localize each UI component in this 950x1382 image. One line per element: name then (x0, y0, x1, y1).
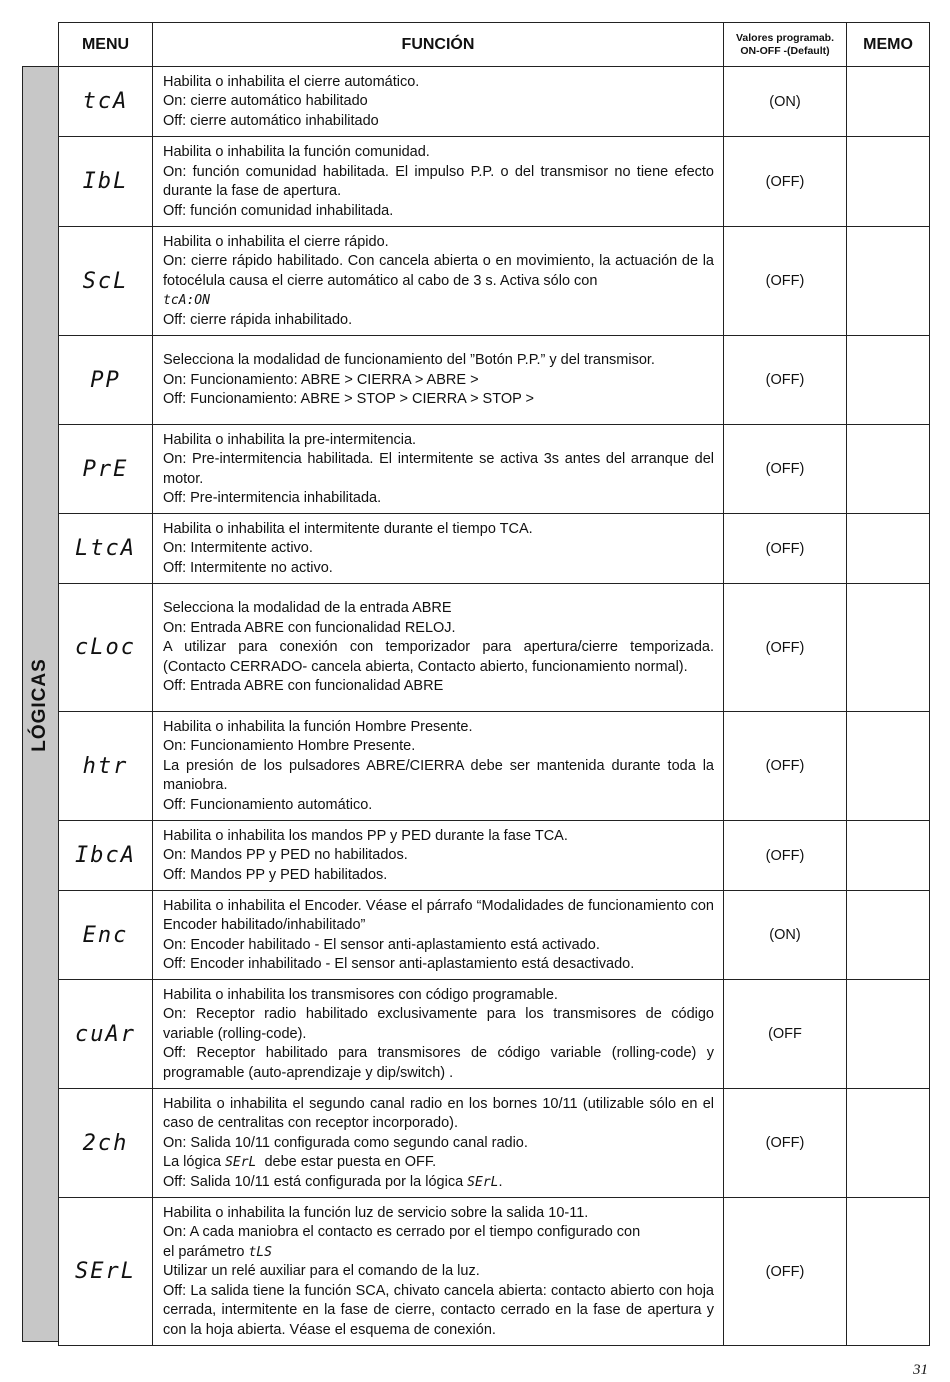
sidebar-label: LÓGICAS (29, 658, 50, 752)
memo-cell[interactable] (847, 514, 930, 584)
menu-code-cell (59, 1089, 153, 1198)
function-line: A utilizar para conexión con temporizador para apertura/cierre temporizada. (Contacto CERRADO- cancela abierta, Contacto abierto, funcionamiento normal). (163, 639, 714, 675)
function-line: Off: Funcionamiento: ABRE > STOP > CIERRA > STOP > (163, 391, 535, 408)
function-line: Habilita o inhabilita la pre-intermitencia. (163, 431, 417, 448)
inline-code: tLS (248, 1244, 272, 1260)
function-line: Off: Funcionamiento automático. (163, 796, 373, 813)
table-row (59, 712, 930, 821)
default-value: (OFF) (724, 137, 847, 227)
function-line: Off: Encoder inhabilitado - El sensor anti-aplastamiento está desactivado. (163, 956, 635, 972)
line-text: Off: Salida 10/11 está configurada por la lógica (163, 1173, 468, 1190)
memo-cell[interactable] (847, 227, 930, 336)
function-line (163, 1153, 714, 1173)
default-value: (OFF) (724, 336, 847, 425)
function-line: Habilita o inhabilita los mandos PP y PED durante la fase TCA. (163, 827, 568, 844)
function-line: On: Pre-intermitencia habilitada. El intermitente se activa 3s antes del arranque del motor. (163, 451, 714, 487)
function-cell (153, 227, 724, 336)
line-text: La lógica (163, 1154, 226, 1171)
function-line: Off: cierre automático inhabilitado (163, 112, 379, 129)
default-value: (OFF) (724, 1089, 847, 1198)
line-text: el parámetro (163, 1243, 249, 1260)
function-line: Selecciona la modalidad de la entrada ABRE (163, 600, 452, 617)
menu-code-cell (59, 67, 153, 137)
default-value: (OFF) (724, 584, 847, 712)
function-line: Habilita o inhabilita los transmisores con código programable. (163, 986, 558, 1003)
function-line: On: Mandos PP y PED no habilitados. (163, 847, 408, 864)
function-line: Habilita o inhabilita el segundo canal radio en los bornes 10/11 (utilizable sólo en el caso de centralitas con receptor incorporado). (163, 1095, 714, 1132)
function-line: La presión de los pulsadores ABRE/CIERRA debe ser mantenida durante toda la maniobra. (163, 757, 714, 794)
memo-cell[interactable] (847, 821, 930, 891)
table-row (59, 821, 930, 891)
function-line: Off: Entrada ABRE con funcionalidad ABRE (163, 678, 444, 695)
menu-code: ScL (82, 268, 129, 294)
menu-code: tcA (82, 89, 129, 114)
table-row (59, 67, 930, 137)
menu-code-cell (59, 227, 153, 336)
function-cell (153, 891, 724, 980)
default-value: (OFF) (724, 514, 847, 584)
function-cell (153, 1089, 724, 1198)
menu-code-cell (59, 425, 153, 514)
memo-cell[interactable] (847, 67, 930, 137)
header-values-line1: Valores programab. (735, 31, 835, 44)
function-line: On: cierre automático habilitado (163, 93, 368, 110)
line-text: debe estar puesta en OFF. (256, 1154, 437, 1171)
page-number: 31 (913, 1362, 928, 1378)
table-row (59, 584, 930, 712)
menu-code-cell (59, 980, 153, 1089)
table-row (59, 980, 930, 1089)
table-row (59, 1198, 930, 1346)
function-cell (153, 821, 724, 891)
menu-code: IbcA (75, 843, 136, 868)
memo-cell[interactable] (847, 980, 930, 1089)
function-cell (153, 67, 724, 137)
function-line (163, 1173, 714, 1193)
function-line: On: función comunidad habilitada. El impulso P.P. o del transmisor no tiene efecto durante la fase de apertura. (163, 163, 714, 199)
inline-code: tcA:ON (163, 293, 210, 309)
function-line (163, 291, 714, 311)
menu-code: PP (90, 367, 121, 393)
header-menu: MENU (59, 23, 153, 67)
function-line (163, 1243, 714, 1263)
menu-code-cell (59, 821, 153, 891)
default-value: (ON) (724, 891, 847, 980)
function-line: On: Funcionamiento Hombre Presente. (163, 738, 416, 755)
memo-cell[interactable] (847, 712, 930, 821)
default-value: (OFF) (724, 425, 847, 514)
table-row (59, 137, 930, 227)
header-function: FUNCIÓN (153, 23, 724, 67)
function-line: Off: La salida tiene la función SCA, chivato cancela abierta: contacto abierto con hoja cerrada, intermitente en la fase de cierre, contacto cerrado en la fase de apertura y con la hoja abierta. Véase el esquema de conexión. (163, 1282, 714, 1338)
function-line: On: cierre rápido habilitado. Con cancela abierta o en movimiento, la actuación de la fotocélula causa el cierre automático al cabo de 3 s. Activa sólo con (163, 253, 714, 289)
menu-code: 2ch (82, 1130, 129, 1156)
menu-code: cLoc (75, 635, 136, 660)
function-line: On: Funcionamiento: ABRE > CIERRA > ABRE > (163, 371, 479, 388)
function-line: Habilita o inhabilita la función comunidad. (163, 144, 430, 160)
function-line: Habilita o inhabilita la función luz de servicio sobre la salida 10-11. (163, 1204, 589, 1221)
menu-code-cell (59, 514, 153, 584)
memo-cell[interactable] (847, 1198, 930, 1346)
table-row (59, 227, 930, 336)
menu-code: htr (82, 753, 129, 779)
menu-code: Enc (82, 922, 129, 948)
memo-cell[interactable] (847, 336, 930, 425)
menu-code-cell (59, 891, 153, 980)
menu-code-cell (59, 712, 153, 821)
inline-code: SErL (467, 1174, 499, 1190)
function-line: On: A cada maniobra el contacto es cerrado por el tiempo configurado con (163, 1224, 641, 1241)
table-row (59, 425, 930, 514)
function-line: Habilita o inhabilita el Encoder. Véase el párrafo “Modalidades de funcionamiento con Encoder habilitado/inhabilitado” (163, 897, 714, 933)
function-line: On: Receptor radio habilitado exclusivamente para los transmisores de código variable (rolling-code). (163, 1006, 714, 1042)
default-value: (OFF) (724, 227, 847, 336)
function-cell (153, 584, 724, 712)
menu-code-cell (59, 336, 153, 425)
memo-cell[interactable] (847, 1089, 930, 1198)
function-cell (153, 1198, 724, 1346)
function-line: Off: Pre-intermitencia inhabilitada. (163, 490, 382, 506)
function-line: Habilita o inhabilita la función Hombre Presente. (163, 718, 473, 735)
function-cell (153, 336, 724, 425)
function-cell (153, 137, 724, 227)
function-line: Off: función comunidad inhabilitada. (163, 202, 394, 219)
menu-code-cell (59, 1198, 153, 1346)
menu-code: PrE (82, 456, 129, 482)
function-line: On: Entrada ABRE con funcionalidad RELOJ. (163, 619, 456, 636)
function-line: Off: Intermitente no activo. (163, 559, 333, 576)
function-line: Off: cierre rápida inhabilitado. (163, 311, 353, 328)
line-text: . (498, 1173, 503, 1190)
default-value: (OFF) (724, 821, 847, 891)
header-row (59, 23, 930, 67)
function-cell (153, 425, 724, 514)
function-cell (153, 980, 724, 1089)
menu-code: cuAr (75, 1021, 136, 1047)
function-cell (153, 712, 724, 821)
function-line: Off: Mandos PP y PED habilitados. (163, 866, 388, 883)
function-line: Habilita o inhabilita el cierre automático. (163, 73, 420, 90)
menu-code-cell (59, 137, 153, 227)
header-values-line2: ON-OFF -(Default) (740, 44, 830, 57)
menu-code-cell (59, 584, 153, 712)
menu-code: IbL (82, 169, 129, 194)
memo-cell[interactable] (847, 584, 930, 712)
function-line: Habilita o inhabilita el cierre rápido. (163, 233, 389, 250)
function-line: On: Intermitente activo. (163, 540, 313, 557)
table-row (59, 336, 930, 425)
function-line: On: Encoder habilitado - El sensor anti-aplastamiento está activado. (163, 936, 600, 953)
memo-cell[interactable] (847, 425, 930, 514)
function-line: Selecciona la modalidad de funcionamiento del ”Botón P.P.” y del transmisor. (163, 352, 655, 369)
function-line: Habilita o inhabilita el intermitente durante el tiempo TCA. (163, 520, 533, 537)
header-memo: MEMO (847, 23, 930, 67)
inline-code: SErL (225, 1155, 257, 1171)
table-row (59, 891, 930, 980)
memo-cell[interactable] (847, 137, 930, 227)
function-line: Off: Receptor habilitado para transmisores de código variable (rolling-code) y programable (auto-aprendizaje y dip/switch) . (163, 1045, 714, 1081)
menu-code: SErL (75, 1259, 136, 1284)
default-value: (OFF) (724, 1198, 847, 1346)
default-value: (OFF (724, 980, 847, 1089)
menu-code: LtcA (75, 536, 136, 561)
default-value: (ON) (724, 67, 847, 137)
header-values (724, 23, 847, 67)
default-value: (OFF) (724, 712, 847, 821)
table-row (59, 514, 930, 584)
memo-cell[interactable] (847, 891, 930, 980)
function-cell (153, 514, 724, 584)
function-line: Utilizar un relé auxiliar para el comando de la luz. (163, 1263, 480, 1280)
table-row (59, 1089, 930, 1198)
logic-table (58, 22, 930, 1346)
function-line: On: Salida 10/11 configurada como segundo canal radio. (163, 1134, 528, 1151)
